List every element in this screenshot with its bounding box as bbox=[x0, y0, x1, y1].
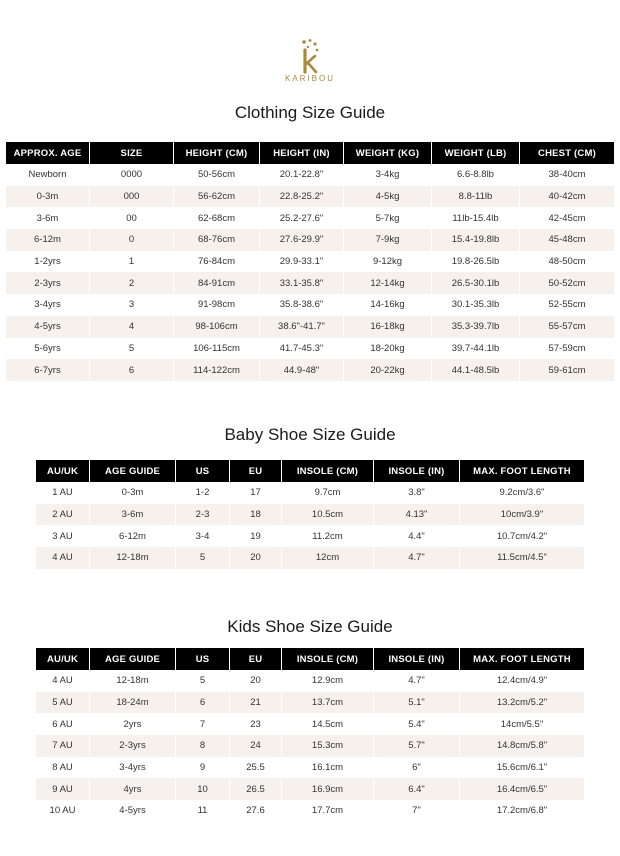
baby-shoe-table-cell: 4.13" bbox=[374, 504, 460, 526]
clothing-table-cell: 8.8-11lb bbox=[432, 186, 520, 208]
baby-shoe-table-cell: 10.5cm bbox=[282, 504, 374, 526]
kids-shoe-table-cell: 15.6cm/6.1" bbox=[496, 762, 548, 774]
baby-shoe-table-cell: 18 bbox=[230, 504, 282, 526]
clothing-table-cell: 76-84cm bbox=[174, 251, 260, 273]
kids-shoe-table-cell: 14.5cm bbox=[282, 713, 374, 735]
baby-shoe-table-cell: 2 AU bbox=[36, 504, 90, 526]
clothing-table-cell: 50-56cm bbox=[174, 164, 260, 186]
clothing-table-cell: 6 bbox=[90, 359, 174, 381]
clothing-table-row bbox=[6, 338, 614, 360]
kids-shoe-table-cell: 14cm/5.5" bbox=[500, 718, 544, 730]
clothing-table-cell: 4-5kg bbox=[344, 186, 432, 208]
clothing-table-cell: 1 bbox=[90, 251, 174, 273]
clothing-table-cell: 27.6-29.9" bbox=[260, 229, 344, 251]
clothing-table-cell: 9-12kg bbox=[344, 251, 432, 273]
clothing-table-cell: 15.4-19.8lb bbox=[432, 229, 520, 251]
baby-shoe-table-cell: 4 AU bbox=[36, 547, 90, 569]
clothing-table-cell: 91-98cm bbox=[174, 294, 260, 316]
clothing-table-cell: 38.6"-41.7" bbox=[260, 316, 344, 338]
kids-shoe-table-cell: 8 AU bbox=[36, 757, 90, 779]
kids-shoe-table-cell: 10 AU bbox=[36, 800, 90, 822]
baby-shoe-table-cell: 3.8" bbox=[374, 482, 460, 504]
kids-shoe-table-cell: 20 bbox=[230, 670, 282, 692]
kids-shoe-table-cell: 7 AU bbox=[36, 735, 90, 757]
kids-shoe-table-row bbox=[36, 670, 584, 692]
baby-shoe-table-cell: 1-2 bbox=[176, 482, 230, 504]
baby-shoe-table-cell: 1 AU bbox=[36, 482, 90, 504]
clothing-table-cell: 5 bbox=[90, 338, 174, 360]
clothing-table-cell: 4-5yrs bbox=[6, 316, 90, 338]
clothing-table-cell: 35.3-39.7lb bbox=[432, 316, 520, 338]
kids-shoe-table-cell: 5.7" bbox=[374, 735, 460, 757]
kids-shoe-column-header: INSOLE (CM) bbox=[282, 648, 374, 670]
clothing-table-cell: 3 bbox=[90, 294, 174, 316]
clothing-table-cell: 20.1-22.8" bbox=[260, 164, 344, 186]
baby-shoe-column-header: AU/UK bbox=[36, 460, 90, 482]
kids-shoe-table-cell: 9 AU bbox=[36, 778, 90, 800]
baby-shoe-table-row bbox=[36, 504, 584, 526]
clothing-table-cell: 0 bbox=[90, 229, 174, 251]
clothing-table-cell: 48-50cm bbox=[548, 256, 586, 268]
clothing-table-cell: 26.5-30.1lb bbox=[432, 272, 520, 294]
clothing-table-row bbox=[6, 316, 614, 338]
clothing-table-cell: 3-6m bbox=[6, 207, 90, 229]
clothing-table-cell: 1-2yrs bbox=[6, 251, 90, 273]
baby-shoe-table-cell: 3-4 bbox=[176, 525, 230, 547]
baby-shoe-table-cell: 10.7cm/4.2" bbox=[496, 530, 548, 542]
baby-shoe-table-cell: 12cm bbox=[282, 547, 374, 569]
kids-shoe-table-cell: 12.4cm/4.9" bbox=[496, 675, 548, 687]
kids-shoe-table-cell: 12.9cm bbox=[282, 670, 374, 692]
clothing-table-cell: 0000 bbox=[90, 164, 174, 186]
clothing-table-cell: Newborn bbox=[6, 164, 90, 186]
kids-shoe-table-cell: 6 AU bbox=[36, 713, 90, 735]
baby-shoe-table-cell: 20 bbox=[230, 547, 282, 569]
kids-shoe-table-cell: 9 bbox=[176, 757, 230, 779]
kids-shoe-table-cell: 27.6 bbox=[230, 800, 282, 822]
clothing-table-cell: 18-20kg bbox=[344, 338, 432, 360]
clothing-table-cell: 56-62cm bbox=[174, 186, 260, 208]
clothing-table-cell: 45-48cm bbox=[520, 229, 614, 251]
clothing-table-cell: 98-106cm bbox=[174, 316, 260, 338]
baby-shoe-table-cell: 12-18m bbox=[90, 547, 176, 569]
clothing-table-cell: 2-3yrs bbox=[6, 272, 90, 294]
clothing-table-row bbox=[6, 251, 614, 273]
clothing-table-cell: 33.1-35.8" bbox=[260, 272, 344, 294]
clothing-table-cell: 35.8-38.6" bbox=[260, 294, 344, 316]
kids-shoe-table-cell: 3-4yrs bbox=[90, 757, 176, 779]
clothing-size-table bbox=[6, 142, 614, 381]
baby-shoe-table-cell: 5 bbox=[176, 547, 230, 569]
clothing-table-cell: 11lb-15.4lb bbox=[432, 207, 520, 229]
clothing-table-cell: 14-16kg bbox=[344, 294, 432, 316]
baby-shoe-table-cell: 11.5cm/4.5" bbox=[460, 547, 584, 569]
clothing-table-cell: 62-68cm bbox=[174, 207, 260, 229]
clothing-table-cell: 84-91cm bbox=[174, 272, 260, 294]
clothing-table-cell: 0-3m bbox=[6, 186, 90, 208]
kids-shoe-table-cell: 25.5 bbox=[230, 757, 282, 779]
kids-shoe-column-header: EU bbox=[230, 648, 282, 670]
clothing-table-cell: 52-55cm bbox=[548, 299, 586, 311]
kids-shoe-table-cell: 8 bbox=[176, 735, 230, 757]
baby-shoe-table-row bbox=[36, 482, 584, 504]
baby-shoe-column-header: MAX. FOOT LENGTH bbox=[460, 460, 584, 482]
kids-shoe-table-cell: 2-3yrs bbox=[90, 735, 176, 757]
clothing-table-cell: 16-18kg bbox=[344, 316, 432, 338]
kids-shoe-table-cell: 4yrs bbox=[90, 778, 176, 800]
kids-shoe-table-row bbox=[36, 692, 584, 714]
baby-shoe-table-row bbox=[36, 525, 584, 547]
baby-shoe-table-cell: 9.7cm bbox=[282, 482, 374, 504]
clothing-table-cell: 55-57cm bbox=[520, 316, 614, 338]
kids-shoe-size-table bbox=[36, 648, 584, 822]
clothing-table-cell: 3-4yrs bbox=[6, 294, 90, 316]
kids-shoe-table-cell: 13.2cm/5.2" bbox=[460, 692, 584, 714]
clothing-table-cell: 57-59cm bbox=[548, 342, 586, 354]
kids-shoe-column-header: AGE GUIDE bbox=[90, 648, 176, 670]
kids-shoe-table-cell: 5 bbox=[176, 670, 230, 692]
kids-shoe-header-row bbox=[36, 648, 584, 670]
clothing-column-header: SIZE bbox=[90, 142, 174, 164]
kids-shoe-table-cell: 17.7cm bbox=[282, 800, 374, 822]
kids-shoe-table-cell: 4 AU bbox=[36, 670, 90, 692]
kids-shoe-table-cell: 17.2cm/6.8" bbox=[496, 805, 548, 817]
kids-shoe-table-cell: 6" bbox=[374, 757, 460, 779]
clothing-table-cell: 2 bbox=[90, 272, 174, 294]
clothing-table-row bbox=[6, 186, 614, 208]
baby-shoe-table-cell: 3 AU bbox=[36, 525, 90, 547]
clothing-table-cell: 44.9-48" bbox=[260, 359, 344, 381]
clothing-table-cell: 40-42cm bbox=[520, 186, 614, 208]
clothing-table-cell: 4 bbox=[90, 316, 174, 338]
kids-shoe-table-cell: 14.8cm/5.8" bbox=[460, 735, 584, 757]
kids-shoe-table-cell: 5 AU bbox=[36, 692, 90, 714]
clothing-table-row bbox=[6, 359, 614, 381]
clothing-column-header: HEIGHT (IN) bbox=[260, 142, 344, 164]
clothing-table-row bbox=[6, 272, 614, 294]
clothing-table-cell: 30.1-35.3lb bbox=[432, 294, 520, 316]
baby-shoe-table-cell: 10cm/3.9" bbox=[460, 504, 584, 526]
clothing-table-cell: 59-61cm bbox=[520, 359, 614, 381]
kids-shoe-column-header: AU/UK bbox=[36, 648, 90, 670]
baby-shoe-table-cell: 19 bbox=[230, 525, 282, 547]
clothing-table-cell: 5-6yrs bbox=[6, 338, 90, 360]
clothing-table-cell: 29.9-33.1" bbox=[260, 251, 344, 273]
kids-shoe-table-cell: 11 bbox=[176, 800, 230, 822]
baby-shoe-table-cell: 0-3m bbox=[90, 482, 176, 504]
kids-shoe-table-row bbox=[36, 778, 584, 800]
clothing-column-header: CHEST (CM) bbox=[520, 142, 614, 164]
clothing-table-cell: 25.2-27.6" bbox=[260, 207, 344, 229]
clothing-table-cell: 42-45cm bbox=[548, 212, 586, 224]
clothing-table-cell: 19.8-26.5lb bbox=[432, 251, 520, 273]
clothing-table-cell: 5-7kg bbox=[344, 207, 432, 229]
clothing-column-header: HEIGHT (CM) bbox=[174, 142, 260, 164]
kids-shoe-table-cell: 24 bbox=[230, 735, 282, 757]
clothing-table-cell: 7-9kg bbox=[344, 229, 432, 251]
clothing-table-cell: 68-76cm bbox=[174, 229, 260, 251]
kids-shoe-table-cell: 4.7" bbox=[374, 670, 460, 692]
kids-shoe-table-cell: 2yrs bbox=[90, 713, 176, 735]
baby-shoe-table-cell: 4.4" bbox=[374, 525, 460, 547]
baby-shoe-column-header: US bbox=[176, 460, 230, 482]
kids-shoe-table-cell: 6.4" bbox=[374, 778, 460, 800]
kids-shoe-column-header: US bbox=[176, 648, 230, 670]
baby-shoe-table-cell: 17 bbox=[230, 482, 282, 504]
baby-shoe-table-cell: 9.2cm/3.6" bbox=[499, 487, 545, 499]
clothing-table-cell: 22.8-25.2" bbox=[260, 186, 344, 208]
kids-shoe-table-cell: 6 bbox=[176, 692, 230, 714]
kids-shoe-table-row bbox=[36, 800, 584, 822]
clothing-table-cell: 6-7yrs bbox=[6, 359, 90, 381]
clothing-table-cell: 114-122cm bbox=[174, 359, 260, 381]
clothing-table-cell: 20-22kg bbox=[344, 359, 432, 381]
brand-name: KARIBOU bbox=[284, 74, 335, 83]
kids-shoe-table-cell: 15.3cm bbox=[282, 735, 374, 757]
baby-shoe-table-cell: 4.7" bbox=[374, 547, 460, 569]
clothing-table-cell: 38-40cm bbox=[548, 169, 586, 181]
clothing-table-cell: 12-14kg bbox=[344, 272, 432, 294]
kids-shoe-table-cell: 16.4cm/6.5" bbox=[460, 778, 584, 800]
kids-shoe-table-cell: 16.9cm bbox=[282, 778, 374, 800]
clothing-table-cell: 00 bbox=[90, 207, 174, 229]
clothing-header-row bbox=[6, 142, 614, 164]
clothing-column-header: WEIGHT (KG) bbox=[344, 142, 432, 164]
karibou-logo-icon bbox=[295, 38, 325, 74]
brand-logo bbox=[0, 38, 620, 83]
clothing-table-cell: 6.6-8.8lb bbox=[432, 164, 520, 186]
baby-shoe-table-cell: 6-12m bbox=[90, 525, 176, 547]
kids-shoe-table-cell: 10 bbox=[176, 778, 230, 800]
clothing-table-cell: 3-4kg bbox=[344, 164, 432, 186]
clothing-table-row bbox=[6, 207, 614, 229]
baby-shoe-title: Baby Shoe Size Guide bbox=[224, 425, 396, 444]
kids-shoe-table-row bbox=[36, 735, 584, 757]
clothing-table-cell: 41.7-45.3" bbox=[260, 338, 344, 360]
clothing-column-header: APPROX. AGE bbox=[6, 142, 90, 164]
baby-shoe-header-row bbox=[36, 460, 584, 482]
clothing-table-row bbox=[6, 229, 614, 251]
clothing-table-cell: 39.7-44.1lb bbox=[432, 338, 520, 360]
kids-shoe-table-row bbox=[36, 713, 584, 735]
baby-shoe-table-cell: 2-3 bbox=[176, 504, 230, 526]
clothing-table-cell: 106-115cm bbox=[174, 338, 260, 360]
baby-shoe-column-header: INSOLE (IN) bbox=[374, 460, 460, 482]
kids-shoe-column-header: MAX. FOOT LENGTH bbox=[460, 648, 584, 670]
kids-shoe-table-row bbox=[36, 757, 584, 779]
clothing-table-cell: 44.1-48.5lb bbox=[432, 359, 520, 381]
baby-shoe-size-table bbox=[36, 460, 584, 569]
kids-shoe-table-cell: 5.1" bbox=[374, 692, 460, 714]
kids-shoe-table-cell: 26.5 bbox=[230, 778, 282, 800]
clothing-column-header: WEIGHT (LB) bbox=[432, 142, 520, 164]
baby-shoe-column-header: AGE GUIDE bbox=[90, 460, 176, 482]
kids-shoe-table-cell: 13.7cm bbox=[282, 692, 374, 714]
baby-shoe-column-header: INSOLE (CM) bbox=[282, 460, 374, 482]
baby-shoe-column-header: EU bbox=[230, 460, 282, 482]
kids-shoe-table-cell: 5.4" bbox=[374, 713, 460, 735]
kids-shoe-table-cell: 23 bbox=[230, 713, 282, 735]
kids-shoe-table-cell: 7" bbox=[374, 800, 460, 822]
kids-shoe-table-cell: 4-5yrs bbox=[90, 800, 176, 822]
kids-shoe-table-cell: 21 bbox=[230, 692, 282, 714]
kids-shoe-table-cell: 16.1cm bbox=[282, 757, 374, 779]
kids-shoe-column-header: INSOLE (IN) bbox=[374, 648, 460, 670]
kids-shoe-table-cell: 18-24m bbox=[90, 692, 176, 714]
baby-shoe-table-row bbox=[36, 547, 584, 569]
clothing-title: Clothing Size Guide bbox=[234, 103, 386, 122]
kids-shoe-title: Kids Shoe Size Guide bbox=[227, 617, 393, 636]
baby-shoe-table-cell: 3-6m bbox=[90, 504, 176, 526]
clothing-table-row bbox=[6, 294, 614, 316]
baby-shoe-table-cell: 11.2cm bbox=[282, 525, 374, 547]
kids-shoe-table-cell: 7 bbox=[176, 713, 230, 735]
clothing-table-row bbox=[6, 164, 614, 186]
clothing-table-cell: 50-52cm bbox=[520, 272, 614, 294]
clothing-table-cell: 000 bbox=[90, 186, 174, 208]
kids-shoe-table-cell: 12-18m bbox=[90, 670, 176, 692]
clothing-table-cell: 6-12m bbox=[6, 229, 90, 251]
